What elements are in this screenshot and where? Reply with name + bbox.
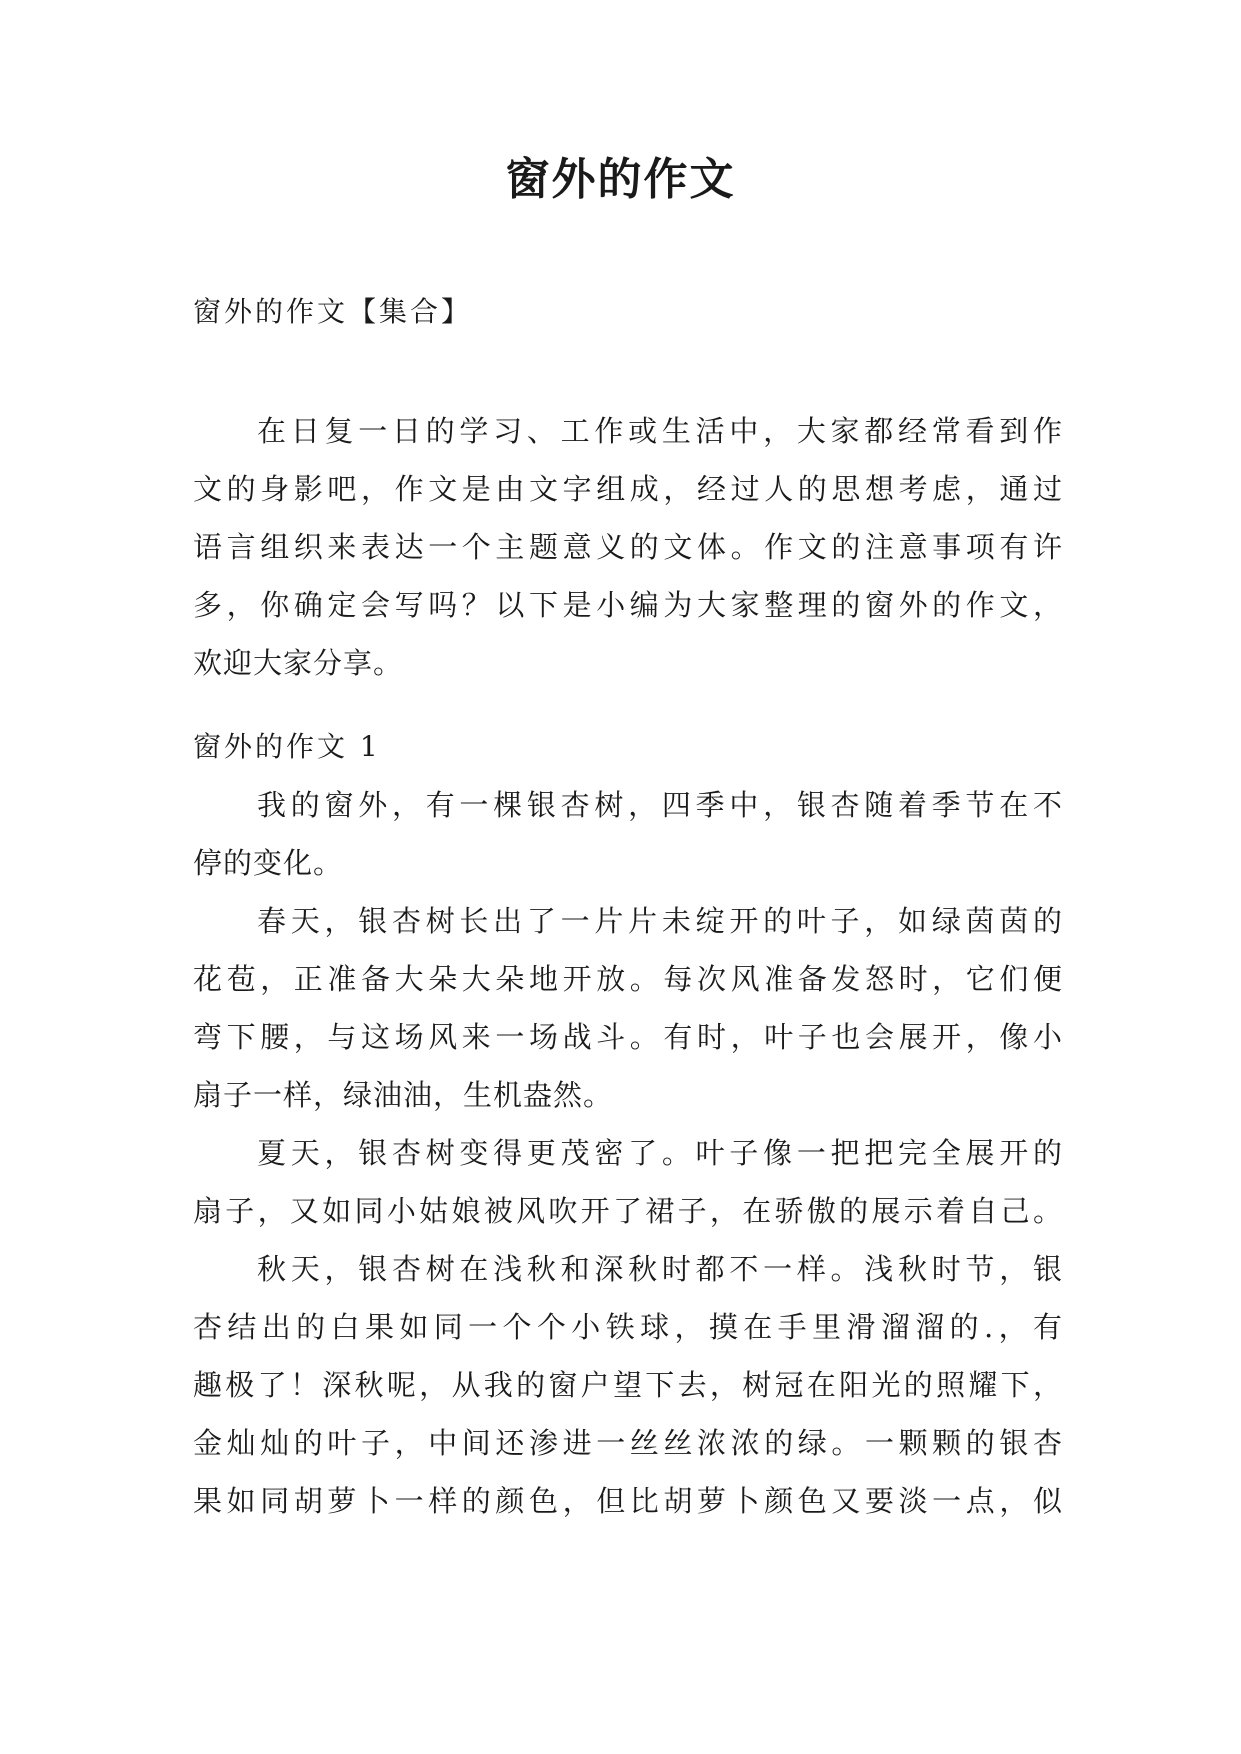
document-subtitle: 窗外的作文【集合】 <box>193 295 473 328</box>
intro-line: 欢迎大家分享。 <box>193 646 404 680</box>
body-line: 果如同胡萝卜一样的颜色，但比胡萝卜颜色又要淡一点，似 <box>193 1484 1063 1518</box>
body-line: 秋天，银杏树在浅秋和深秋时都不一样。浅秋时节，银 <box>257 1252 1063 1286</box>
intro-line: 在日复一日的学习、工作或生活中，大家都经常看到作 <box>257 414 1063 448</box>
body-line: 我的窗外，有一棵银杏树，四季中，银杏随着季节在不 <box>257 788 1063 822</box>
body-line: 金灿灿的叶子，中间还渗进一丝丝浓浓的绿。一颗颗的银杏 <box>193 1426 1063 1460</box>
body-line: 扇子，又如同小姑娘被风吹开了裙子，在骄傲的展示着自己。 <box>193 1194 1063 1228</box>
body-line: 春天，银杏树长出了一片片未绽开的叶子，如绿茵茵的 <box>257 904 1063 938</box>
intro-line: 语言组织来表达一个主题意义的文体。作文的注意事项有许 <box>193 530 1063 564</box>
body-line: 夏天，银杏树变得更茂密了。叶子像一把把完全展开的 <box>257 1136 1063 1170</box>
intro-line: 文的身影吧，作文是由文字组成，经过人的思想考虑，通过 <box>193 472 1063 506</box>
body-line: 趣极了！深秋呢，从我的窗户望下去，树冠在阳光的照耀下， <box>193 1368 1063 1402</box>
body-line: 停的变化。 <box>193 846 344 880</box>
intro-line: 多，你确定会写吗？以下是小编为大家整理的窗外的作文， <box>193 588 1063 622</box>
body-line: 扇子一样，绿油油，生机盎然。 <box>193 1078 614 1112</box>
body-line: 杏结出的白果如同一个个小铁球，摸在手里滑溜溜的.，有 <box>193 1310 1063 1344</box>
body-line: 花苞，正准备大朵大朵地开放。每次风准备发怒时，它们便 <box>193 962 1063 996</box>
section-heading: 窗外的作文 1 <box>193 730 381 763</box>
document-title: 窗外的作文 <box>505 154 736 205</box>
body-line: 弯下腰，与这场风来一场战斗。有时，叶子也会展开，像小 <box>193 1020 1063 1054</box>
essay-body <box>193 776 1063 1530</box>
intro-paragraph <box>193 402 1063 692</box>
